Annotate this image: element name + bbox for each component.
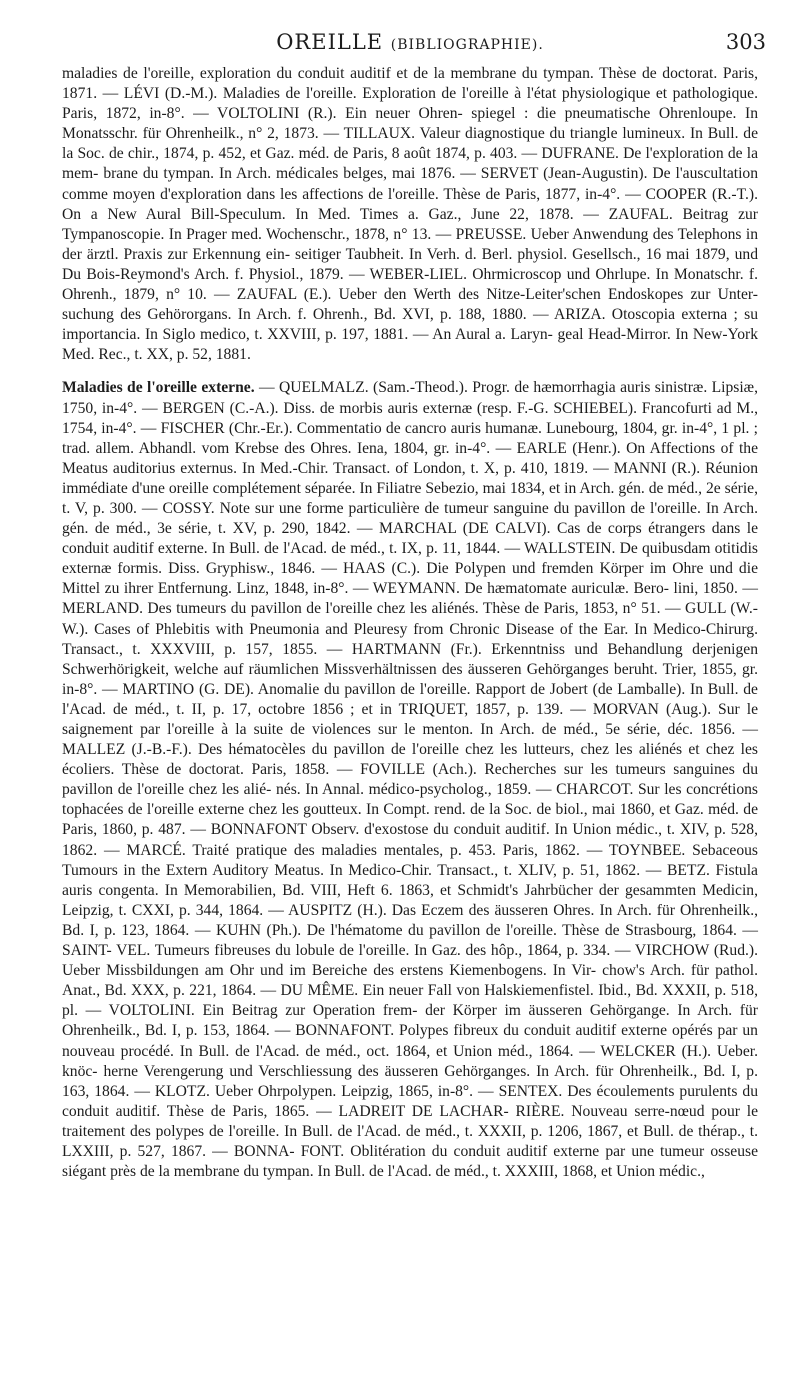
text-line: lini, 1850. — MERLAND. Des tumeurs du pavillon de l'oreille chez les aliénés. Thèse de Paris,: [62, 580, 758, 618]
text-line: — KUHN (Ph.). De l'hématome du pavillon de l'oreille. Thèse de Strasbourg, 1864. — SAINT-: [62, 921, 758, 960]
text-line: écoulements purulents du conduit auditif. Thèse de Paris, 1865. — LADREIT DE LACHAR-: [62, 1082, 758, 1120]
text-line: (Rud.). Ueber Missbildungen am Ohr und im Bereiche des erstens Kiemenbogens. In Vir-: [62, 942, 758, 980]
text-line: RIÈRE. Nouveau serre-nœud pour le traitement des polypes de l'oreille. In Bull. de l'Acad.: [62, 1102, 759, 1140]
text-line: sinistræ. Lipsiæ, 1750, in-4°. — BERGEN (C.-A.). Diss. de morbis auris externæ (resp.: [62, 379, 758, 417]
text-line: seitiger Taubheit. In Verh. d. Berl. physiol. Gesellsch., 16 mai 1879, und Du Bois-Reymond's: [62, 245, 759, 283]
text-line: brane du tympan. In Arch. médicales belges, mai 1876. — SERVET (Jean-Augustin). De: [103, 165, 671, 183]
text-line: räumlichen Missverhältnissen des äusseren Gehörganges beruht. Trier, 1855, gr. in-8°. —: [62, 660, 758, 698]
text-line: t. XIV, p. 528, 1862. — MARCÉ. Traité pratique des maladies mentales, p. 453. Paris, 1862.: [62, 821, 759, 859]
text-line: Ohres. Iena, 1804, gr. in-4°. — EARLE (Henr.). On Affections of the Meatus auditorius: [62, 439, 758, 477]
text-line: — TOYNBEE. Sebaceous Tumours in the Extern Auditory Meatus. In Medico-Chir. Transact.,: [62, 841, 758, 879]
text-line: nés. In Annal. médico-psycholog., 1859. — CHARCOT. Sur les concrétions tophacées de l'oreille: [62, 781, 759, 819]
text-line: FONT. Oblitération du conduit auditif externe par une tumeur osseuse siégant près de la: [62, 1142, 758, 1181]
text-line: spiegel : die pneumatische Ohrenloupe. In Monatsschr. für Ohrenheilk., n° 2, 1873. —: [62, 105, 758, 143]
text-line: MARCHAL (DE CALVI). Cas de corps étrangers dans le conduit auditif externe. In Bull. de: [62, 520, 758, 558]
text-line: geal Head-Mirror. In New-York Med. Rec., t. XX, p. 52, 1881.: [62, 326, 759, 364]
text-line: l'auscultation comme moyen d'exploration dans les affections de l'oreille. Thèse de Paris,: [62, 165, 759, 203]
text-line: de méd., t. XXXII, p. 1206, 1867, et Bull. de thérap., t. LXXIII, p. 527, 1867. — BONNA-: [62, 1122, 758, 1160]
text-line: Chronic Disease of the Ear. In Medico-Chirurg. Transact., t. XXXVIII, p. 157, 1855. —: [62, 620, 758, 658]
text-line: 1853, n° 51. — GULL (W.-W.). Cases of Phlebitis with Pneumonia and Pleuresy from: [62, 600, 758, 638]
text-line: F.-G. SCHIEBEL). Francofurti ad M., 1754, in-4°. — FISCHER (Chr.-Er.). Commentatio de cancro: [62, 399, 758, 437]
running-title-sub: (BIBLIOGRAPHIE).: [390, 37, 544, 53]
text-line: l'Acad. de méd., t. IX, p. 11, 1844. — WALLSTEIN. De quibusdam otitidis externæ formis.: [62, 540, 758, 578]
section-heading: Maladies de l'oreille externe.: [62, 379, 255, 397]
text-line: — QUELMALZ. (Sam.-Theod.). Progr. de hæmorrhagia auris: [258, 379, 651, 397]
text-line: VEL. Tumeurs fibreuses du lobule de l'oreille. In Gaz. des hôp., 1864, p. 334. — VIRCHOW: [116, 942, 710, 960]
text-line: chow's Arch. für pathol. Anat., Bd. XXX, p. 221, 1864. — DU MÊME. Ein neuer Fall von: [62, 962, 758, 1000]
text-line: membrane du tympan. In Bull. de l'Acad. de méd., t. XXXIII, 1868, et Union médic.,: [173, 1163, 705, 1181]
bibliography-text: [62, 64, 758, 1182]
text-line: FOVILLE (Ach.). Recherches sur les tumeurs sanguines du pavillon de l'oreille chez les alié-: [62, 761, 758, 799]
text-line: méd., 5e série, déc. 1856. — MALLEZ (J.-B.-F.). Des hématocèles du pavillon de l'oreille: [62, 721, 758, 759]
text-line: auris humanæ. Lunebourg, 1804, gr. in-4°, 1 pl. ; trad. allem. Abhandl. vom Krebse des: [62, 419, 758, 457]
text-line: sanguine du pavillon de l'oreille. In Arch. gén. de méd., 3e série, t. XV, p. 290, 1842. —: [62, 499, 758, 538]
text-line: HARTMANN (Fr.). Erkenntniss und Behandlung derjenigen Schwerhörigkeit, welche auf: [62, 640, 758, 678]
text-line: Arch. f. Physiol., 1879. — WEBER-LIEL. Ohrmicroscop und Ohrlupe. In Monatschr. f. Ohrenh.,: [62, 265, 759, 304]
text-line: de doctorat. Paris, 1871. — LÉVI (D.-M.). Maladies de l'oreille. Exploration de l'oreille à: [62, 65, 758, 103]
text-line: BONNAFONT. Polypes fibreux du conduit auditif externe opérés par un nouveau procédé.: [62, 1022, 758, 1060]
text-line: maladies de l'oreille, exploration du conduit auditif et de la membrane du tympan. Thèse: [62, 65, 637, 82]
text-line: suchung des Gehörorgans. In Arch. f. Ohrenh., Bd. XVI, p. 188, 1880. — ARIZA. Otoscopia: [62, 306, 676, 324]
text-line: 1877, in-4°. — COOPER (R.-T.). On a New Aural Bill-Speculum. In Med. Times a. Gaz.,: [62, 185, 758, 223]
text-line: TILLAUX. Valeur diagnostique du triangle lumineux. In Bull. de la Soc. de chir., 1874,: [62, 125, 758, 163]
text-line: 1879, n° 10. — ZAUFAL (E.). Ueber den Werth des Nitze-Leiter'schen Endoskopes zur Unter-: [123, 286, 758, 304]
text-line: MARTINO (G. DE). Anomalie du pavillon de l'oreille. Rapport de Jobert (de Lamballe). In: [122, 680, 703, 698]
text-line: externa ; su importancia. In Siglo medico, t. XXVIII, p. 197, 1881. — An Aural a. Laryn-: [62, 306, 758, 344]
text-line: 1863, et Schmidt's Jahrbücher der gesammten Medicin, Leipzig, t. CXXI, p. 344, 1864. —: [62, 881, 758, 919]
page-number: 303: [725, 30, 766, 54]
text-line: (Aug.). Sur le saignement par l'oreille à la suite de violences sur le menton. In Arch. de: [62, 700, 758, 738]
text-line: p. 452, et Gaz. méd. de Paris, 8 août 1874, p. 403. — DUFRANE. De l'exploration de la mem-: [62, 145, 759, 183]
bibliography-paragraph-oreille-externe: [62, 378, 758, 1182]
text-line: June 22, 1878. — ZAUFAL. Beitrag zur Tympanoscopie. In Prager med. Wochenschr., 1878,: [62, 205, 758, 243]
text-line: Mittel zu ihrer Entfernung. Linz, 1848, in-8°. — WEYMANN. De hæmatomate auriculæ. Bero-: [62, 580, 669, 598]
text-line: chez les lutteurs, chez les aliénés et chez les écoliers. Thèse de doctorat. Paris, 1858. —: [62, 741, 758, 779]
text-line: externus. In Med.-Chir. Transact. of London, t. X, p. 410, 1819. — MANNI (R.). Réunion: [180, 459, 758, 477]
text-line: AUSPITZ (H.). Das Eczem des äusseren Ohres. In Arch. für Ohrenheilk., Bd. I, p. 123, 1864.: [62, 901, 758, 939]
text-line: Diss. Gryphisw., 1846. — HAAS (C.). Die Polypen und fremden Körper im Ohre und die: [168, 560, 758, 578]
text-line: Paris, 1860, p. 487. — BONNAFONT Observ. d'exostose du conduit auditif. In Union médic.,: [62, 821, 663, 839]
running-title-main: OREILLE: [276, 30, 384, 54]
text-line: In Bull. de l'Acad. de méd., oct. 1864, et Union méd., 1864. — WELCKER (H.). Ueber. knöc-: [62, 1042, 758, 1080]
text-line: Bull. de l'Acad. de méd., t. II, p. 17, octobre 1856 ; et in TRIQUET, 1857, p. 139. — MORVAN: [62, 680, 758, 718]
running-title: [62, 30, 758, 54]
text-line: gén. de méd., 2e série, t. V, p. 300. — COSSY. Note sur une forme particulière de tumeur: [62, 479, 758, 517]
bibliography-paragraph-exploration: [62, 64, 758, 365]
text-line: Halskiemenfistel. Ibid., Bd. XXXII, p. 518, pl. — VOLTOLINI. Ein Beitrag zur Operation frem-: [62, 982, 759, 1020]
running-header: [62, 30, 766, 64]
page: [62, 30, 766, 1182]
text-line: der Körper im äusseren Gehörgange. In Arch. für Ohrenheilk., Bd. I, p. 153, 1864. —: [62, 1002, 758, 1040]
text-line: immédiate d'une oreille complétement séparée. In Filiatre Sebezio, mai 1834, et in Arch.: [62, 479, 615, 497]
text-line: n° 13. — PREUSSE. Ueber Anwendung des Telephons in der ärztl. Praxis zur Erkennung ein-: [62, 225, 758, 263]
text-line: Bd. I, p. 163, 1864. — KLOTZ. Ueber Ohrpolypen. Leipzig, 1865, in-8°. — SENTEX. Des: [62, 1062, 759, 1100]
text-line: l'état physiologique et pathologique. Paris, 1872, in-8°. — VOLTOLINI (R.). Ein neuer Ohren-: [62, 85, 758, 123]
text-line: t. XLIV, p. 51, 1862. — BETZ. Fistula auris congenta. In Memorabilien, Bd. VIII, Heft 6.: [62, 861, 758, 899]
text-line: herne Verengerung und Verschliessung des äusseren Gehörganges. In Arch. für Ohrenheilk.,: [103, 1062, 698, 1080]
text-line: externe chez les goutteux. In Compt. rend. de la Soc. de biol., mai 1860, et Gaz. méd. de: [198, 801, 759, 819]
paragraph-gap: [62, 365, 758, 378]
